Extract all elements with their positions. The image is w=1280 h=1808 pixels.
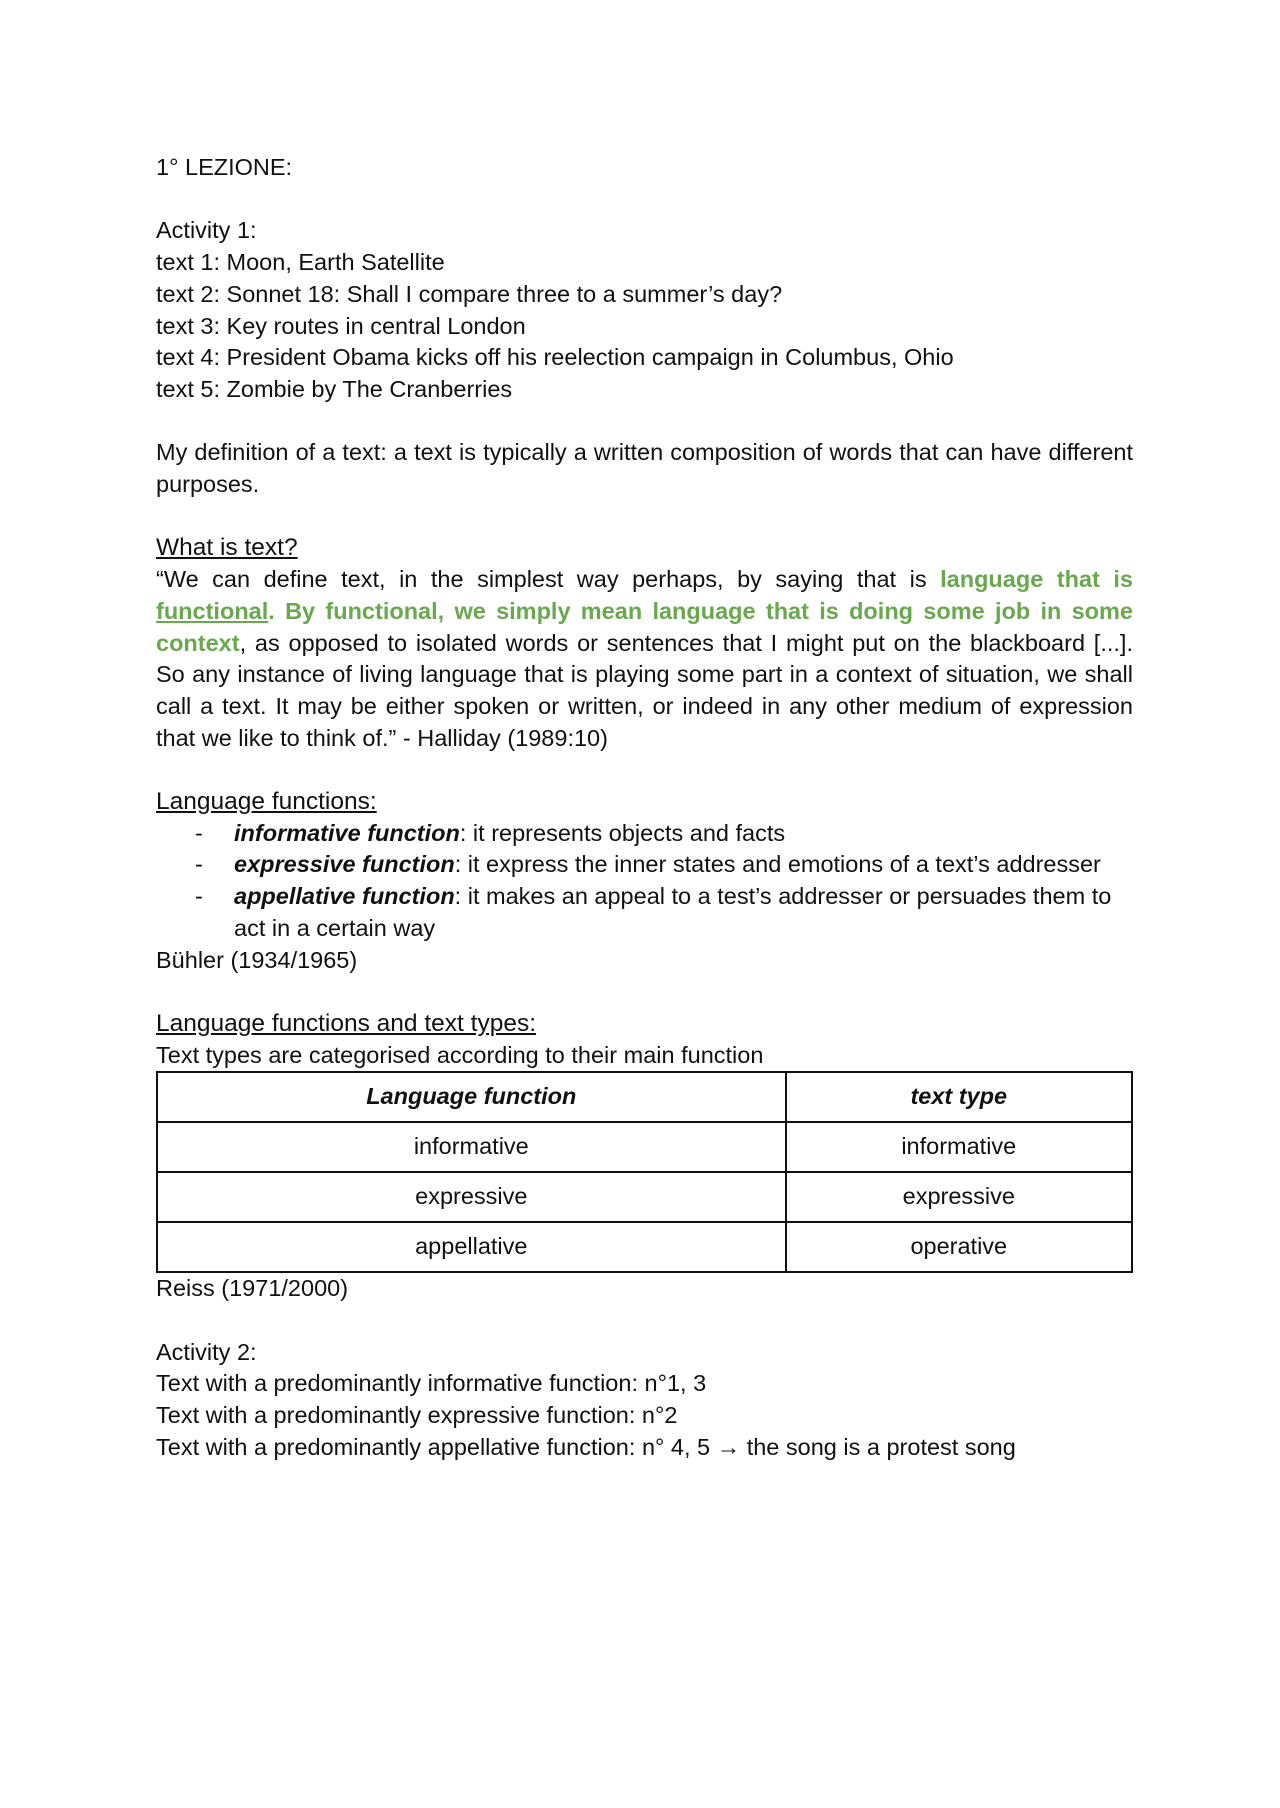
what-is-text-heading: What is text? <box>156 534 298 562</box>
language-functions-list <box>156 818 1133 945</box>
spacer <box>156 501 1133 533</box>
activity2-line-3: Text with a predominantly appellative function: n° 4, 5 → the song is a protest song <box>156 1433 1016 1460</box>
spacer <box>156 976 1133 1008</box>
header-language-function: Language function <box>157 1072 786 1122</box>
table-cell: appellative <box>157 1222 786 1272</box>
language-functions-heading: Language functions: <box>156 788 377 815</box>
activity1-text-4: text 4: President Obama kicks off his reelection campaign in Columbus, Ohio <box>156 344 954 371</box>
function-desc: : it makes an appeal to a test’s addresser or persuades them to act in a certain way <box>234 883 1112 941</box>
table-cell: operative <box>786 1222 1132 1272</box>
list-dash: - <box>195 883 203 910</box>
quote-highlight-1: language that is <box>940 566 1133 593</box>
table-row <box>157 1222 1132 1272</box>
list-dash: - <box>195 851 203 878</box>
quote-rest: , as opposed to isolated words or sentences that I might put on the blackboard [...]. So any instance of living language that is playing some part in a context of situation, we shall call a text. It may be either spoken or written, or indeed in any other medium of expression that we like to think of.” - Halliday (1989:10) <box>156 629 1133 751</box>
document-page <box>156 152 1133 1464</box>
functions-types-heading: Language functions and text types: <box>156 1009 537 1037</box>
function-term: informative function <box>234 819 460 846</box>
activity2-line-2: Text with a predominantly expressive function: n°2 <box>156 1402 678 1429</box>
table-row <box>157 1172 1132 1222</box>
quote-open: “We can define text, in the simplest way perhaps, by saying that is <box>156 566 941 593</box>
reiss-citation: Reiss (1971/2000) <box>156 1275 349 1302</box>
activity1-text-2: text 2: Sonnet 18: Shall I compare three to a summer’s day? <box>156 280 783 307</box>
spacer <box>156 406 1133 438</box>
activity2-title: Activity 2: <box>156 1338 257 1365</box>
list-dash: - <box>195 819 203 846</box>
table-header-row <box>157 1072 1132 1122</box>
function-term: appellative function <box>234 883 455 910</box>
functions-types-table <box>156 1071 1133 1273</box>
table-cell: informative <box>157 1122 786 1172</box>
function-desc: : it represents objects and facts <box>459 819 786 846</box>
activity1-text-5: text 5: Zombie by The Cranberries <box>156 375 513 402</box>
buhler-citation: Bühler (1934/1965) <box>156 946 358 973</box>
activity1-title: Activity 1: <box>156 217 257 244</box>
halliday-quote <box>156 564 1133 754</box>
table-cell: expressive <box>786 1172 1132 1222</box>
list-item <box>156 849 1133 881</box>
activity2-line-1: Text with a predominantly informative function: n°1, 3 <box>156 1370 707 1397</box>
definition-paragraph: My definition of a text: a text is typically a written composition of words that can have different purposes. <box>156 439 1133 497</box>
list-item <box>156 881 1133 944</box>
spacer <box>156 1305 1133 1337</box>
quote-highlight-3: . By functional, we simply mean language that is doing some job in some context <box>156 597 1133 656</box>
activity1-text-3: text 3: Key routes in central London <box>156 312 526 339</box>
functions-types-intro: Text types are categorised according to their main function <box>156 1041 764 1068</box>
table-row <box>157 1122 1132 1172</box>
quote-highlight-2: functional <box>156 597 269 624</box>
header-text-type: text type <box>786 1072 1132 1122</box>
spacer <box>156 184 1133 216</box>
spacer <box>156 754 1133 786</box>
lesson-title: 1° LEZIONE: <box>156 154 293 180</box>
activity1-text-1: text 1: Moon, Earth Satellite <box>156 249 445 276</box>
list-item <box>156 818 1133 850</box>
table-cell: informative <box>786 1122 1132 1172</box>
function-desc: : it express the inner states and emotions of a text’s addresser <box>454 851 1101 878</box>
function-term: expressive function <box>234 851 455 878</box>
table-cell: expressive <box>157 1172 786 1222</box>
